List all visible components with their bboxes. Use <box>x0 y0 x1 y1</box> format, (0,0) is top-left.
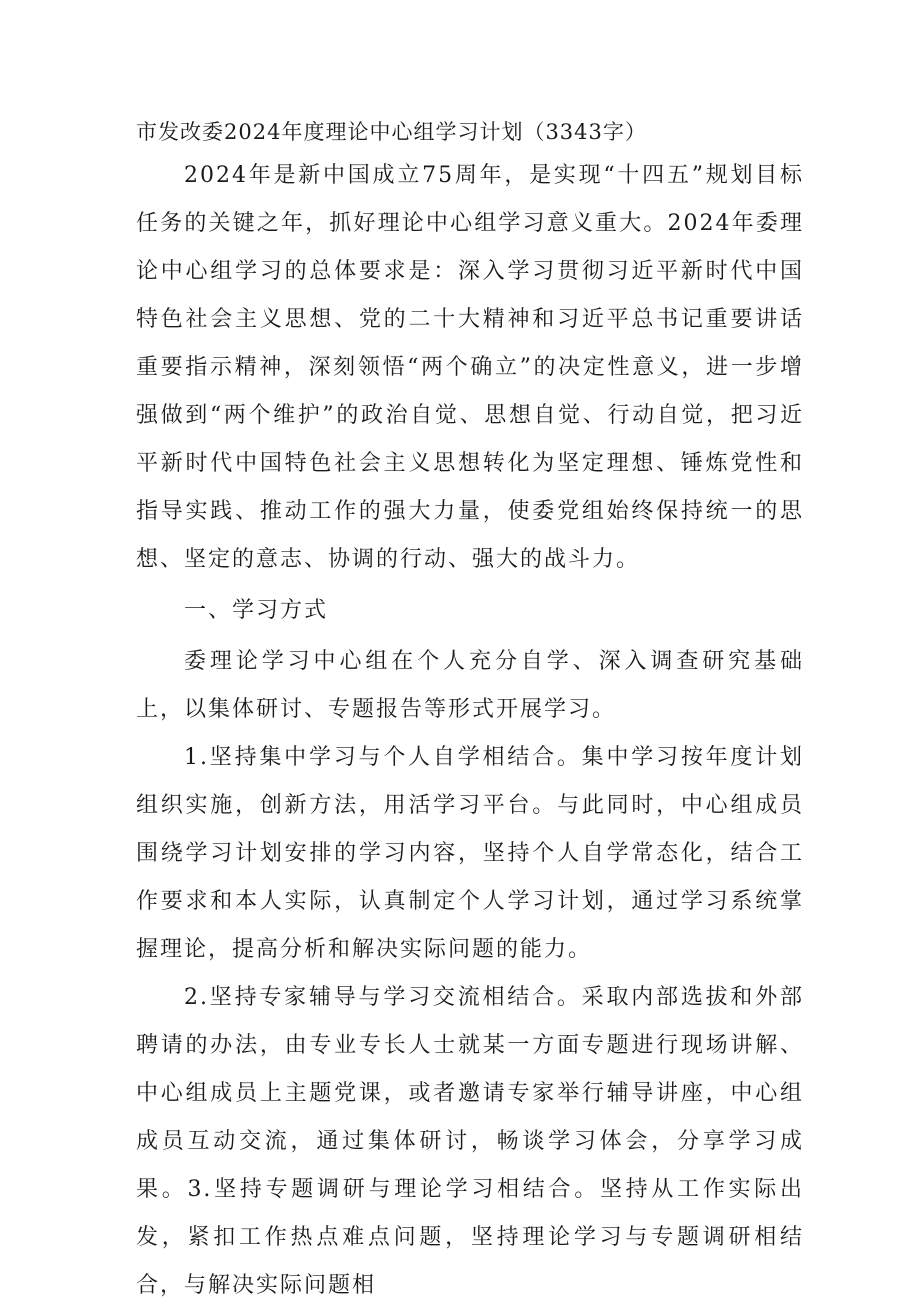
intro-paragraph: 2024年是新中国成立75周年，是实现“十四五”规划目标任务的关键之年，抓好理论中心组学习意义重大。2024年委理论中心组学习的总体要求是：深入学习贯彻习近平新时代中国特色社会主义思想、党的二十大精神和习近平总书记重要讲话重要指示精神，深刻领悟“两个确立”的决定性意义，进一步增强做到“两个维护”的政治自觉、思想自觉、行动自觉，把习近平新时代中国特色社会主义思想转化为坚定理想、锤炼党性和指导实践、推动工作的强大力量，使委党组始终保持统一的思想、坚定的意志、协调的行动、强大的战斗力。 <box>136 163 804 572</box>
study-method-paragraph: 委理论学习中心组在个人充分自学、深入调查研究基础上，以集体研讨、专题报告等形式开展学习。 <box>136 649 804 722</box>
document-title: 市发改委2024年度理论中心组学习计划（3343字） <box>136 120 647 144</box>
document-body <box>136 112 804 1310</box>
section-heading-study-method: 一、学习方式 <box>184 598 329 623</box>
point-2-paragraph: 2.坚持专家辅导与学习交流相结合。采取内部选拔和外部聘请的办法，由专业专长人士就某一方面专题进行现场讲解、中心组成员上主题党课，或者邀请专家举行辅导讲座，中心组成员互动交流，通过集体研讨，畅谈学习体会，分享学习成果。3.坚持专题调研与理论学习相结合。坚持从工作实际出发，紧扣工作热点难点问题，坚持理论学习与专题调研相结合，与解决实际问题相 <box>136 985 804 1298</box>
point-1-paragraph: 1.坚持集中学习与个人自学相结合。集中学习按年度计划组织实施，创新方法，用活学习平台。与此同时，中心组成员围绕学习计划安排的学习内容，坚持个人自学常态化，结合工作要求和本人实际，认真制定个人学习计划，通过学习系统掌握理论，提高分析和解决实际问题的能力。 <box>136 745 804 962</box>
